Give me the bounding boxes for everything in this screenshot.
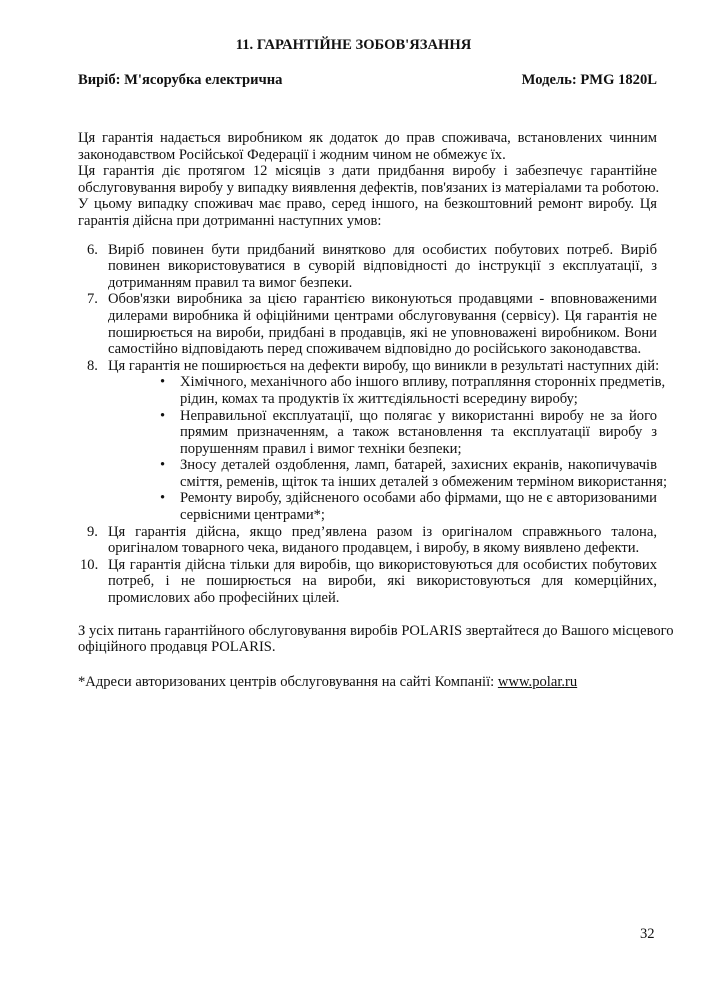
text-line: законодавством Російської Федерації і жодним чином не обмежує їх. bbox=[78, 146, 506, 163]
product-header bbox=[78, 72, 657, 89]
text-line: поширюється на вироби, придбані в продавців, які не уповноважені виробником. Вони bbox=[108, 324, 657, 341]
text-line: дилерами виробника й офіційними центрами обслуговування (сервісу). Ця гарантія не bbox=[108, 307, 657, 324]
text-line: порушенням правил і вимог техніки безпеки; bbox=[180, 440, 462, 457]
list-number: 7. bbox=[87, 291, 98, 308]
text-line: гарантія дійсна при дотриманні наступних умов: bbox=[78, 212, 382, 229]
text-line: самостійно відповідають перед споживачем відповідно до російського законодавства. bbox=[108, 341, 642, 358]
conditions-list bbox=[78, 241, 668, 607]
list-item bbox=[78, 557, 657, 607]
bullet-item bbox=[78, 408, 657, 458]
text-line: Хімічного, механічного або іншого впливу, потрапляння сторонніх предметів, bbox=[180, 374, 666, 391]
text-line: Ця гарантія дійсна, якщо пред’явлена разом із оригіналом справжнього талона, bbox=[108, 523, 657, 540]
text-line: Неправильної експлуатації, що полягає у використанні виробу не за його bbox=[180, 407, 657, 424]
website-link[interactable]: www.polar.ru bbox=[497, 673, 578, 690]
bullet-icon: • bbox=[160, 457, 166, 474]
text-line: офіційного продавця POLARIS. bbox=[78, 639, 276, 656]
list-number: 9. bbox=[87, 523, 98, 540]
bullet-icon: • bbox=[160, 374, 166, 391]
list-number: 10. bbox=[80, 556, 99, 573]
text-line: Виріб повинен бути придбаний винятково для особистих побутових потреб. Виріб bbox=[108, 241, 657, 258]
text-line: Обов'язки виробника за цією гарантією виконуються продавцями - вповноваженими bbox=[108, 291, 657, 308]
page-number: 32 bbox=[640, 926, 655, 942]
document-body bbox=[78, 130, 674, 690]
list-item bbox=[78, 357, 660, 375]
list-number: 8. bbox=[87, 357, 98, 374]
intro-paragraph bbox=[78, 130, 660, 230]
footnote bbox=[78, 674, 657, 691]
bullet-icon: • bbox=[160, 490, 166, 507]
text-line: Ця гарантія діє протягом 12 місяців з дати придбання виробу і забезпечує гарантійне bbox=[78, 163, 657, 180]
text-line: Ремонту виробу, здійсненого особами або фірмами, що не є авторизованими bbox=[180, 490, 657, 507]
bullet-item bbox=[78, 374, 666, 407]
bullet-item bbox=[78, 490, 657, 523]
list-item bbox=[78, 242, 657, 292]
footnote-text: *Адреси авторизованих центрів обслуговування на сайті Компанії: bbox=[78, 673, 498, 690]
text-line: сервісними центрами*; bbox=[180, 507, 325, 524]
list-item bbox=[78, 291, 657, 357]
text-line: З усіх питань гарантійного обслуговування виробів POLARIS звертайтеся до Вашого місцевого bbox=[78, 622, 674, 639]
bullet-icon: • bbox=[160, 407, 166, 424]
text-line: обслуговування виробу у випадку виявлення дефектів, пов'язаних із матеріалами та роботою. bbox=[78, 179, 660, 196]
product-model: Модель: PMG 1820L bbox=[521, 72, 657, 88]
text-line: потреб, і не поширюється на вироби, які використовуються для комерційних, bbox=[108, 573, 657, 590]
text-line: Ця гарантія надається виробником як додаток до прав споживача, встановлених чинним bbox=[78, 130, 657, 146]
text-line: сміття, ременів, щіток та інших деталей з обмеженим терміном використання; bbox=[180, 473, 668, 490]
text-line: Ця гарантія не поширюється на дефекти виробу, що виникли в результаті наступних дій: bbox=[108, 357, 660, 374]
text-line: повинен використовуватися в суворій відповідності до інструкції з експлуатації, з bbox=[108, 258, 657, 275]
product-label: Виріб: М'ясорубка електрична bbox=[78, 72, 283, 88]
page-title: 11. ГАРАНТІЙНЕ ЗОБОВ'ЯЗАННЯ bbox=[235, 37, 472, 53]
text-line: Зносу деталей оздоблення, ламп, батарей, захисних екранів, накопичувачів bbox=[180, 457, 657, 474]
bullet-item bbox=[78, 457, 668, 490]
text-line: У цьому випадку споживач має право, серед іншого, на безкоштовний ремонт виробу. Ця bbox=[78, 196, 657, 213]
text-line: рідин, комах та продуктів їх життєдіяльності всередину виробу; bbox=[180, 390, 578, 407]
list-number: 6. bbox=[87, 241, 98, 258]
text-line: прямим призначенням, а також встановлення та експлуатації виробу з bbox=[180, 424, 657, 441]
text-line: промислових або професійних цілей. bbox=[108, 590, 340, 607]
closing-paragraph bbox=[78, 622, 674, 656]
text-line: Ця гарантія дійсна тільки для виробів, що використовуються для особистих побутових bbox=[108, 556, 657, 573]
list-item bbox=[78, 524, 657, 557]
text-line: оригіналом товарного чека, виданого продавцем, і виробу, в якому виявлено дефекти. bbox=[108, 540, 640, 557]
text-line: дотриманням правил та вимог безпеки. bbox=[108, 274, 353, 291]
